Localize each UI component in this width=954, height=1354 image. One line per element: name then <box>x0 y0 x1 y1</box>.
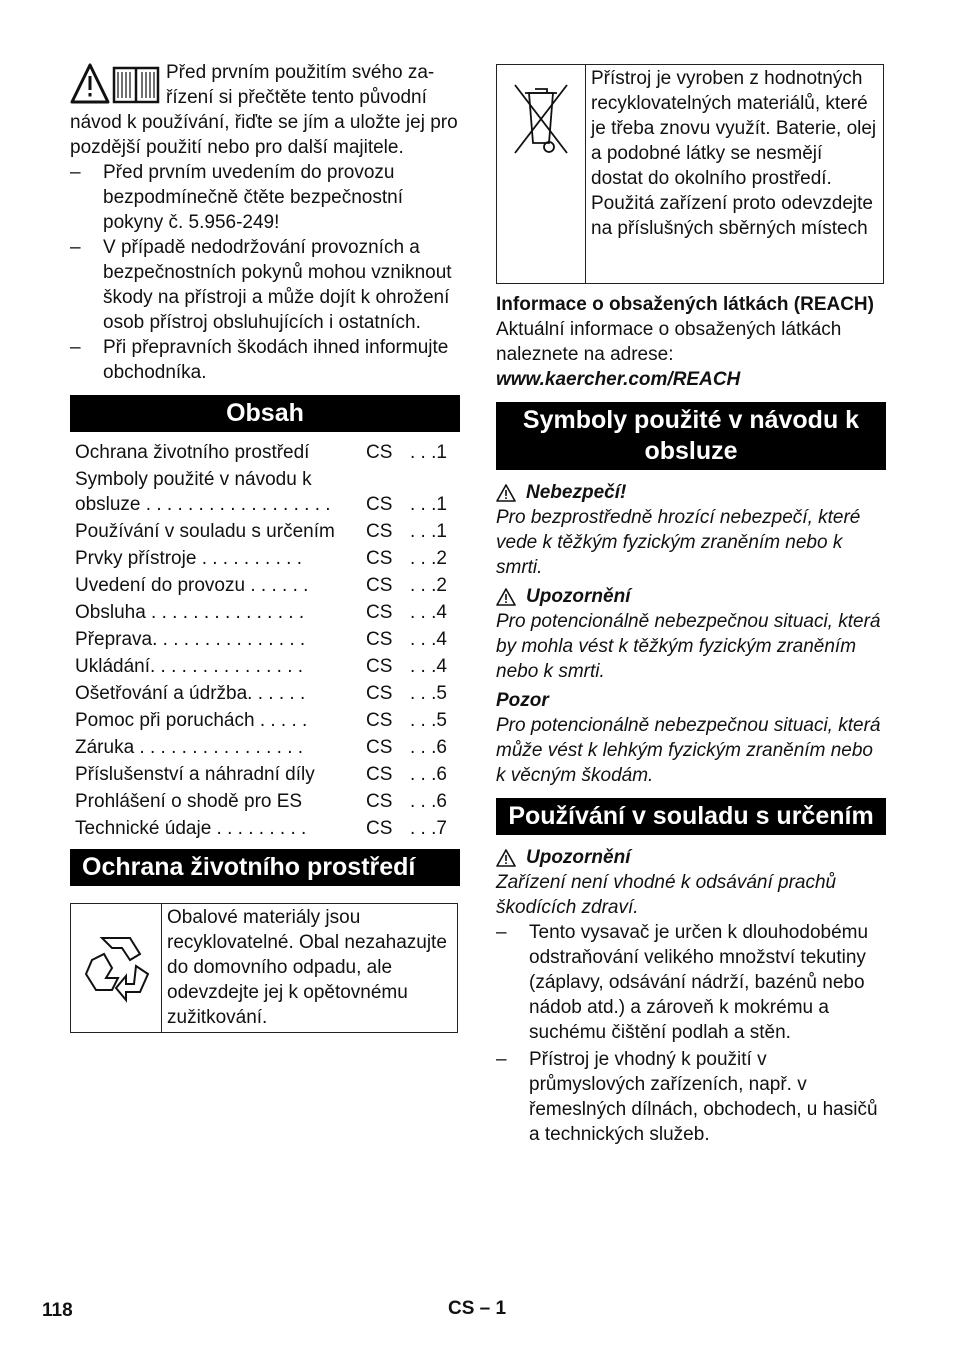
toc-row[interactable] <box>70 789 460 816</box>
recycling-text: Obalové materiály jsou recyklovatelné. Obal nezahazujte do domovního odpadu, ale odevzdejte jej k opětovnému zužitkování. <box>167 907 447 1028</box>
list-item: – V případě nedodržování provozních a bezpečnostních pokynů mohou vzniknout škody na přístroji a může dojít k ohrožení osob přístroj obsluhujících i ostatních. <box>70 235 460 335</box>
toc-page: . . .6 <box>410 764 447 785</box>
list-item: – Tento vysavač je určen k dlouhodobému odstraňování velikého množství tekutiny (záplavy, odsávání nádrží, bazénů nebo nádob atd.) a zároveň k mokrému a suchému čištění podlah a stěn. <box>496 920 886 1045</box>
toc-title: Používání v souladu s určením <box>75 521 335 542</box>
recycle-icon <box>71 904 162 1032</box>
warning-label-row <box>496 584 886 609</box>
reach-text: Aktuální informace o obsažených látkách naleznete na adrese: <box>496 319 842 365</box>
left-column <box>70 60 460 1033</box>
toc-title: Ukládání. . . . . . . . . . . . . . . <box>75 656 304 677</box>
toc-row[interactable] <box>70 519 460 546</box>
toc-row[interactable] <box>70 762 460 789</box>
toc-lang: CS <box>366 442 393 463</box>
toc-title: Ochrana životního prostředí <box>75 442 310 463</box>
list-item: – Před prvním uvedením do provozu bezpodmínečně čtěte bezpečnostní pokyny č. 5.956-249! <box>70 160 460 235</box>
page-number: 118 <box>42 1300 73 1321</box>
toc-title: Přeprava. . . . . . . . . . . . . . . <box>75 629 306 650</box>
warning-triangle-icon <box>496 849 516 867</box>
toc-title: Pomoc při poruchách . . . . . <box>75 710 308 731</box>
toc-lang: CS <box>366 764 393 785</box>
toc-title: Prohlášení o shodě pro ES <box>75 791 303 812</box>
toc-page: . . .4 <box>410 629 447 650</box>
toc-row[interactable] <box>70 735 460 762</box>
toc-row[interactable] <box>70 467 460 519</box>
toc-title: Ošetřování a údržba. . . . . . <box>75 683 306 704</box>
toc-page: . . .4 <box>410 602 447 623</box>
toc-page: . . .2 <box>410 575 447 596</box>
toc-title: Uvedení do provozu . . . . . . <box>75 575 309 596</box>
toc-lang: CS <box>366 656 393 677</box>
toc-page: . . .6 <box>410 737 447 758</box>
toc-page: . . .5 <box>410 710 447 731</box>
toc-row[interactable] <box>70 654 460 681</box>
toc-lang: CS <box>366 521 393 542</box>
danger-text: Pro bezprostředně hrozící nebezpečí, které vede k těžkým fyzickým zraněním nebo k smrti. <box>496 507 861 578</box>
warning-triangle-icon <box>496 588 516 606</box>
reach-url-link[interactable]: www.kaercher.com/REACH <box>496 369 741 390</box>
crossed-bin-icon <box>497 65 586 283</box>
use-warning-text: Zařízení není vhodné k odsávání prachů škodících zdraví. <box>496 872 837 918</box>
right-column <box>496 64 886 1147</box>
use-warning-label-row <box>496 845 886 870</box>
caution-text: Pro potencionálně nebezpečnou situaci, která může vést k lehkým fyzickým zraněním nebo k věcným škodám. <box>496 715 881 786</box>
toc-row[interactable] <box>70 573 460 600</box>
toc-lang: CS <box>366 710 393 731</box>
toc-lang: CS <box>366 494 393 515</box>
list-item: – Přístroj je vhodný k použití v průmyslových zařízeních, např. v řemeslných dílnách, obchodech, u hasičů a technických služeb. <box>496 1047 886 1147</box>
recycling-box <box>70 903 458 1033</box>
toc-lang: CS <box>366 791 393 812</box>
toc-lang: CS <box>366 575 393 596</box>
toc-lang: CS <box>366 818 393 839</box>
intro-text: Před prvním použitím svého za-řízení si přečtěte tento původní návod k používání, řiďte se jím a uložte jej pro pozdější použití nebo pro další majitele. <box>70 62 458 158</box>
toc-title: Prvky přístroje . . . . . . . . . . <box>75 548 302 569</box>
environment-heading: Ochrana životního prostředí <box>70 849 460 886</box>
intro-bullet-list <box>70 160 460 385</box>
toc-page: . . .1 <box>410 494 447 515</box>
toc-row[interactable] <box>70 627 460 654</box>
toc-row[interactable] <box>70 816 460 843</box>
toc-lang: CS <box>366 737 393 758</box>
language-page-marker: CS – 1 <box>448 1298 507 1319</box>
use-bullet-list <box>496 920 886 1147</box>
toc-title: Obsluha . . . . . . . . . . . . . . . <box>75 602 305 623</box>
warning-label: Upozornění <box>526 586 631 607</box>
intro-block <box>70 60 460 160</box>
toc-title: Technické údaje . . . . . . . . . <box>75 818 307 839</box>
warning-triangle-icon <box>496 484 516 502</box>
toc-page: . . .1 <box>410 442 447 463</box>
toc-heading: Obsah <box>70 395 460 432</box>
warning-manual-icons <box>70 62 162 106</box>
toc-page: . . .7 <box>410 818 447 839</box>
list-item: – Při přepravních škodách ihned informujte obchodníka. <box>70 335 460 385</box>
weee-text: Přístroj je vyroben z hodnotných recyklovatelných materiálů, které je třeba znovu využít. Baterie, olej a podobné látky se nesmějí dostat do okolního prostředí. Použitá zařízení proto odevzdejte na příslušných sběrných místech <box>591 68 877 239</box>
toc-page: . . .1 <box>410 521 447 542</box>
toc-lang: CS <box>366 602 393 623</box>
toc-lang: CS <box>366 548 393 569</box>
symbols-heading: Symboly použité v návodu k obsluze <box>496 402 886 470</box>
toc-row[interactable] <box>70 546 460 573</box>
warning-text: Pro potencionálně nebezpečnou situaci, která by mohla vést k těžkým fyzickým zraněním nebo k smrti. <box>496 611 881 682</box>
toc-lang: CS <box>366 629 393 650</box>
table-of-contents <box>70 440 460 843</box>
toc-row[interactable] <box>70 440 460 467</box>
toc-title: Příslušenství a náhradní díly <box>75 764 315 785</box>
danger-label-row <box>496 480 886 505</box>
toc-page: . . .5 <box>410 683 447 704</box>
toc-row[interactable] <box>70 600 460 627</box>
toc-row[interactable] <box>70 681 460 708</box>
toc-title: Záruka . . . . . . . . . . . . . . . . <box>75 737 304 758</box>
reach-heading: Informace o obsažených látkách (REACH) <box>496 294 874 315</box>
weee-box <box>496 64 884 284</box>
toc-page: . . .2 <box>410 548 447 569</box>
toc-lang: CS <box>366 683 393 704</box>
toc-title: Symboly použité v návodu k obsluze . . . . . . . . . . . . . . . . . . <box>75 469 331 515</box>
warning-triangle-icon <box>72 65 108 102</box>
intended-use-heading: Používání v souladu s určením <box>496 798 886 835</box>
toc-page: . . .6 <box>410 791 447 812</box>
toc-page: . . .4 <box>410 656 447 677</box>
caution-label: Pozor <box>496 690 549 711</box>
manual-book-icon <box>114 68 158 102</box>
use-warning-label: Upozornění <box>526 847 631 868</box>
toc-row[interactable] <box>70 708 460 735</box>
danger-label: Nebezpečí! <box>526 482 627 503</box>
